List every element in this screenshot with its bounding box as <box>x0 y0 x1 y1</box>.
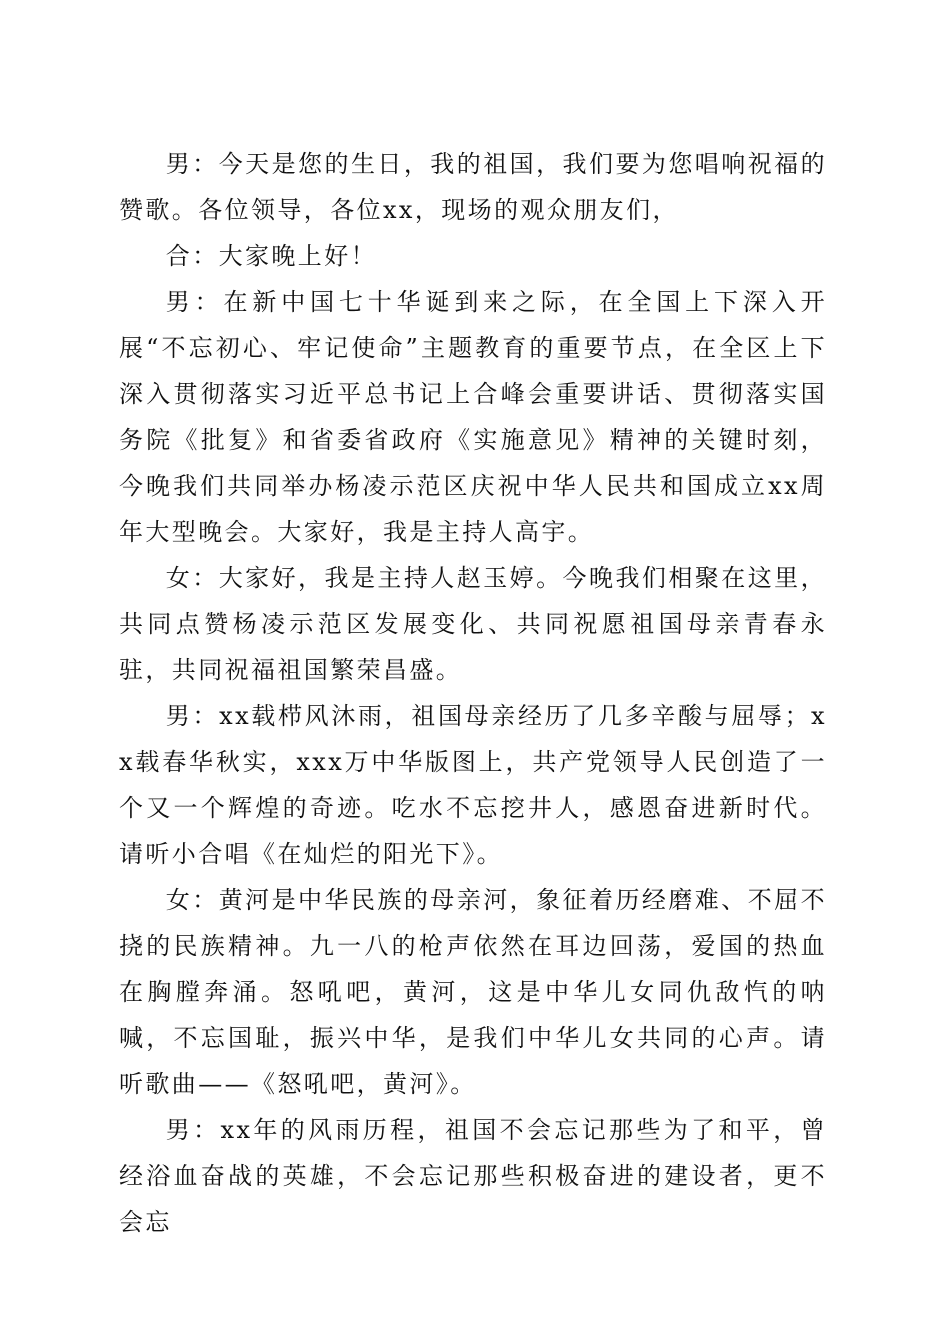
document-body <box>119 141 827 1245</box>
paragraph-chorus-greeting: 合：大家晚上好！ <box>165 242 377 270</box>
paragraph-male-heroes: 男：xx年的风雨历程，祖国不会忘记那些为了和平，曾经浴血奋战的英雄，不会忘记那些积极奋进的建设者，更不会忘 <box>119 1116 827 1236</box>
paragraph-male-opening: 男：在新中国七十华诞到来之际，在全国上下深入开展“不忘初心、牢记使命”主题教育的重要节点，在全区上下深入贯彻落实习近平总书记上合峰会重要讲话、贯彻落实国务院《批复》和省委省政府《实施意见》精神的关键时刻，今晚我们共同举办杨凌示范区庆祝中华人民共和国成立xx周年大型晚会。大家好，我是主持人高宇。 <box>119 288 827 546</box>
paragraph-female-yellow-river: 女：黄河是中华民族的母亲河，象征着历经磨难、不屈不挠的民族精神。九一八的枪声依然在耳边回荡，爱国的热血在胸膛奔涌。怒吼吧，黄河，这是中华儿女同仇敌忾的呐喊，不忘国耻，振兴中华，是我们中华儿女共同的心声。请听歌曲——《怒吼吧，黄河》。 <box>119 886 827 1098</box>
paragraph-male-birthday: 男：今天是您的生日，我的祖国，我们要为您唱响祝福的赞歌。各位领导，各位xx，现场的观众朋友们， <box>119 150 827 224</box>
paragraph-female-intro: 女：大家好，我是主持人赵玉婷。今晚我们相聚在这里，共同点赞杨凌示范区发展变化、共同祝愿祖国母亲青春永驻，共同祝福祖国繁荣昌盛。 <box>119 564 827 684</box>
paragraph-male-chorus-intro: 男：xx载栉风沐雨，祖国母亲经历了几多辛酸与屈辱；xx载春华秋实，xxx万中华版图上，共产党领导人民创造了一个又一个辉煌的奇迹。吃水不忘挖井人，感恩奋进新时代。请听小合唱《在灿烂的阳光下》。 <box>119 702 827 868</box>
